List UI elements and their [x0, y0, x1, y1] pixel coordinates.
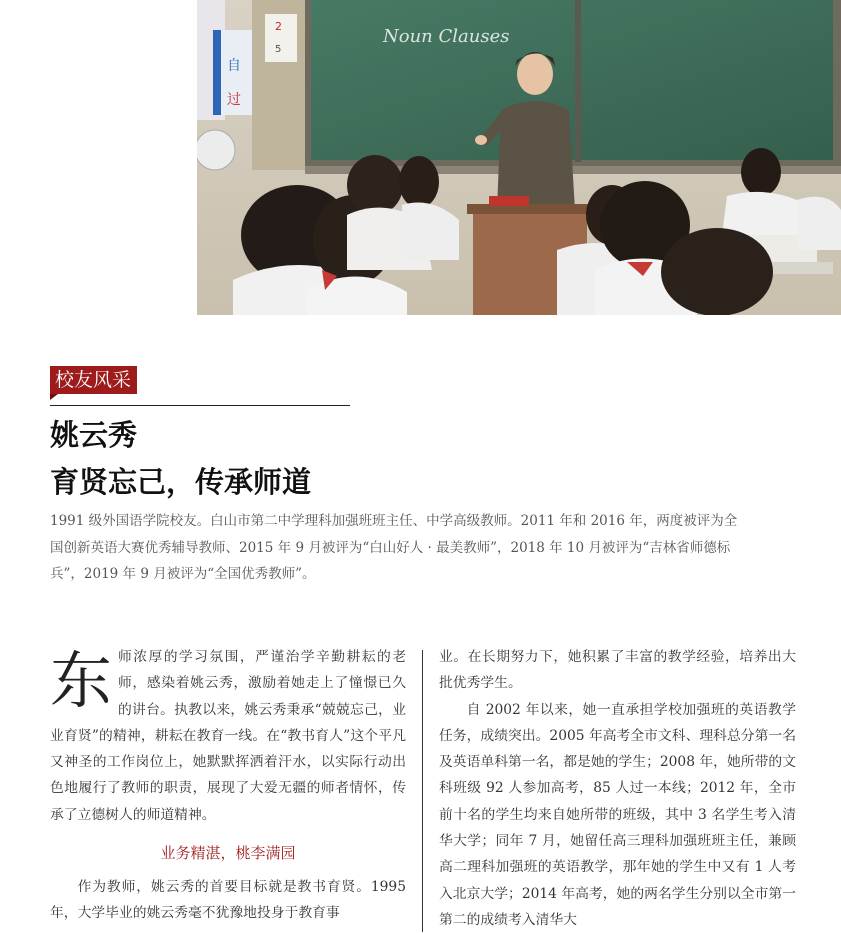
- title-rule: [50, 405, 350, 406]
- poster-text: 自: [227, 58, 241, 74]
- poster-text-2: 过: [227, 92, 241, 108]
- body-paragraph: 自 2002 年以来，她一直承担学校加强班的英语教学任务，成绩突出。2005 年高考全市文科、理科总分第一名及英语单科第一名，都是她的学生；2008 年，她所带的文科班级 92 人参加高考，85 人过一本线；2012 年，全市前十名的学生均来自她所带的班级，其中 3 名学生考入清华大学；同年 7 月，她留任高三理科加强班班主任，兼顾高二理科加强班的英语教学，那年她的学生中又有 1 人考入北京大学；2014 年高考，她的两名学生分别以全市第一第二的成绩考入清华大: [439, 701, 796, 928]
- column-divider: [422, 650, 423, 932]
- classroom-photo: [197, 0, 841, 315]
- classroom-illustration: [197, 0, 841, 315]
- article-column-right: [439, 644, 796, 933]
- body-paragraph: 作为教师，姚云秀的首要目标就是教书育贤。1995 年，大学毕业的姚云秀毫不犹豫地投身于教育事: [50, 879, 406, 922]
- intro-paragraph: 1991 级外国语学院校友。白山市第二中学理科加强班班主任、中学高级教师。2011 年和 2016 年，两度被评为全国创新英语大赛优秀辅导教师、2015 年 9 月被评为“白山好人 · 最美教师”，2018 年 10 月被评为“吉林省师德标兵”，2019 年 9 月被评为“全国优秀教师”。: [50, 513, 738, 582]
- body-paragraph: 业。在长期努力下，她积累了丰富的教学经验，培养出大批优秀学生。: [439, 649, 796, 692]
- drop-cap: 东: [50, 644, 113, 717]
- article-headline: 育贤忘己，传承师道: [50, 465, 312, 499]
- person-name: 姚云秀: [50, 418, 138, 452]
- blackboard-text: Noun Clauses: [383, 26, 510, 47]
- body-paragraph: 师浓厚的学习氛围，严谨治学辛勤耕耘的老师，感染着姚云秀，激励着她走上了憧憬已久的讲台。执教以来，姚云秀秉承“兢兢忘己，业业育贤”的精神，耕耘在教育一线。在“教书育人”这个平凡又神圣的工作岗位上，她默默挥洒着汗水，以实际行动出色地履行了教师的职责，展现了大爱无疆的师者情怀，传承了立德树人的师道精神。: [50, 649, 406, 823]
- article-column-left: [50, 644, 406, 927]
- section-tag-label: 校友风采: [50, 366, 137, 394]
- section-subheading: 业务精湛，桃李满园: [160, 844, 296, 863]
- section-tag: [50, 366, 137, 394]
- section-tag-tail: [50, 394, 58, 400]
- calendar-text: 2: [275, 20, 282, 33]
- calendar-text-2: 5: [275, 44, 282, 55]
